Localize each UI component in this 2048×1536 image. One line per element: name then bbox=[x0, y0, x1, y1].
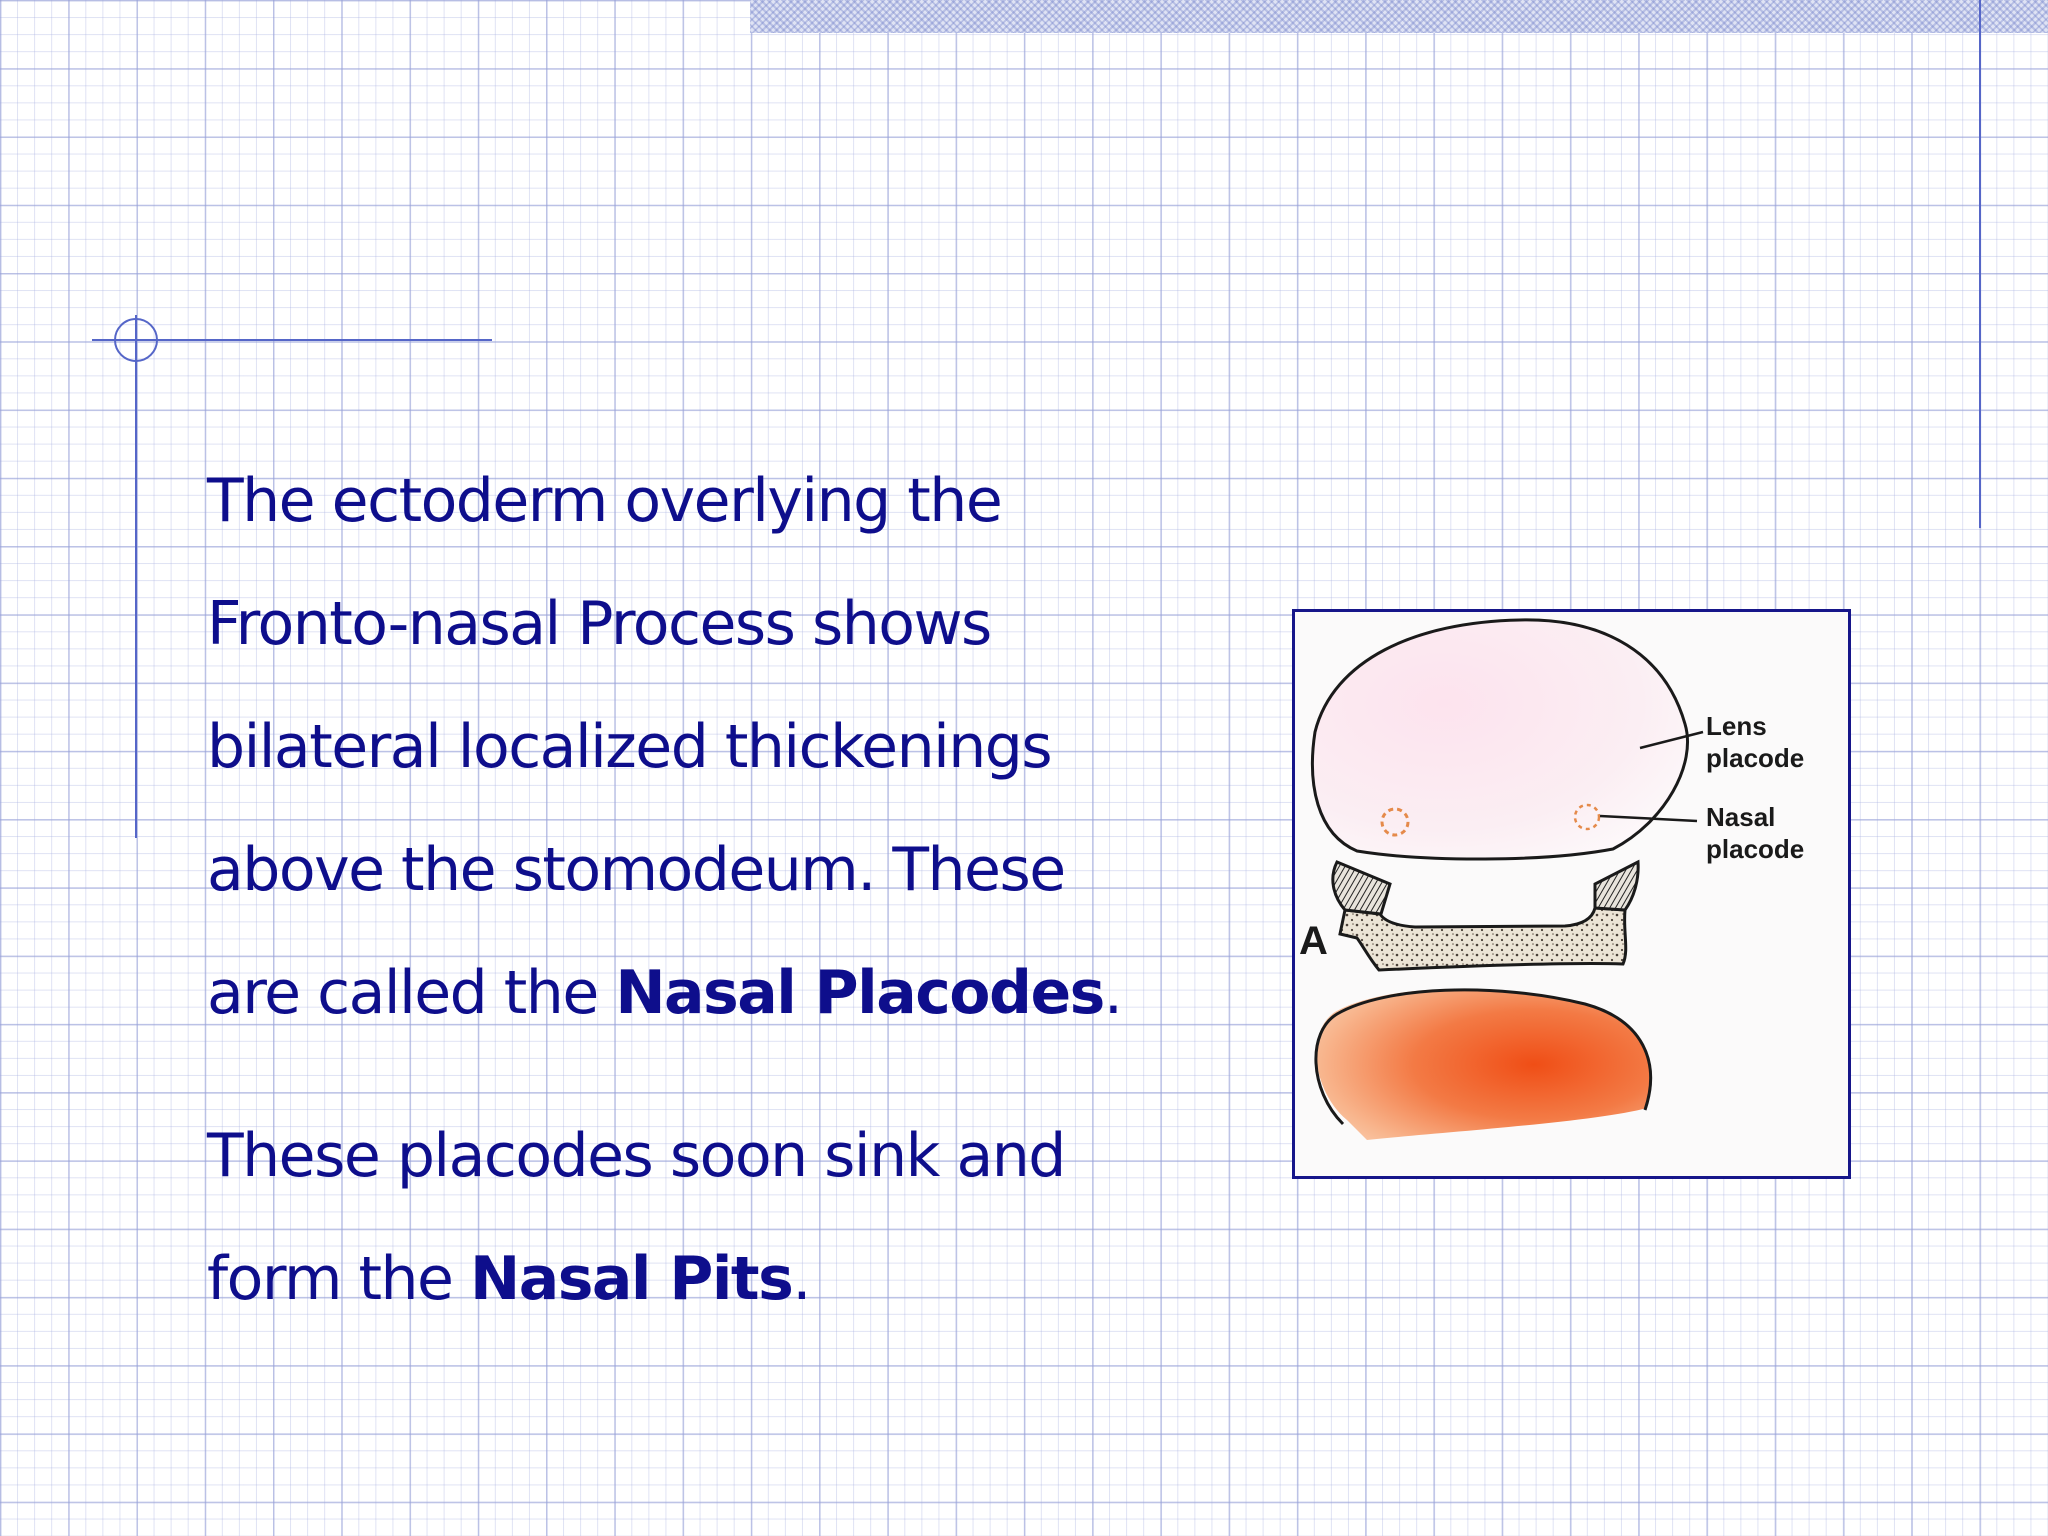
left-maxillary-prominence bbox=[1333, 862, 1390, 914]
lens-placode-label-line2: placode bbox=[1706, 743, 1805, 773]
text-line: Fronto-nasal Process shows bbox=[207, 589, 991, 659]
text-line: These placodes soon sink and bbox=[207, 1121, 1065, 1191]
paragraph-nasal-placodes bbox=[207, 440, 1207, 1055]
panel-letter: A bbox=[1299, 919, 1328, 963]
right-maxillary-prominence bbox=[1595, 862, 1638, 910]
embryo-face-diagram bbox=[1292, 609, 1851, 1179]
mandibular-arch-shape bbox=[1316, 989, 1650, 1140]
nasal-placode-label-line2: placode bbox=[1706, 834, 1805, 864]
diagram-drawing bbox=[1295, 612, 1848, 1176]
stomodeum-band bbox=[1340, 908, 1626, 970]
text-period: . bbox=[792, 1244, 810, 1314]
text-line: are called the bbox=[207, 958, 616, 1028]
term-nasal-pits: Nasal Pits bbox=[470, 1244, 793, 1314]
text-period: . bbox=[1103, 958, 1122, 1028]
term-nasal-placodes: Nasal Placodes bbox=[615, 958, 1104, 1028]
lens-placode-label-line1: Lens bbox=[1706, 711, 1767, 741]
text-line: form the bbox=[207, 1244, 471, 1314]
nasal-placode-label-line1: Nasal bbox=[1706, 802, 1776, 832]
text-line: bilateral localized thickenings bbox=[207, 712, 1052, 782]
paragraph-nasal-pits bbox=[207, 1095, 1207, 1341]
slide-body-text bbox=[207, 440, 1207, 1341]
text-line: The ectoderm overlying the bbox=[207, 466, 1002, 536]
top-decorative-band bbox=[750, 0, 2048, 33]
text-line: above the stomodeum. These bbox=[207, 835, 1065, 905]
frontonasal-process-shape bbox=[1312, 620, 1687, 859]
right-decorative-line bbox=[1979, 0, 1981, 528]
